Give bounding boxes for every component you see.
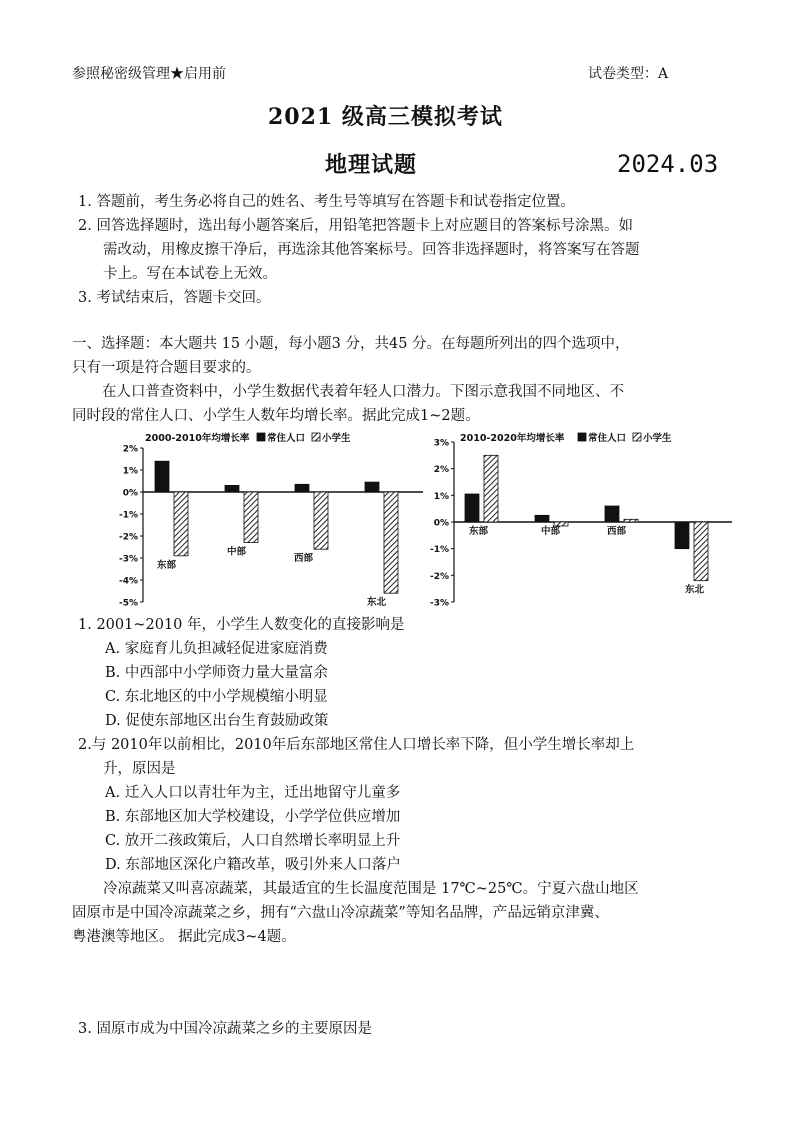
bar-小学生-东北	[694, 522, 708, 581]
legend-swatch	[257, 433, 265, 441]
bar-小学生-中部	[244, 492, 258, 543]
q2-option-d[interactable]: D. 东部地区深化户籍改革，吸引外来人口落户	[105, 857, 401, 873]
bar-常住人口-东部	[155, 461, 169, 492]
y-tick-label: -1%	[429, 545, 449, 556]
bar-常住人口-中部	[225, 485, 239, 492]
q1-option-d[interactable]: D. 促使东部地区出台生育鼓励政策	[105, 713, 329, 729]
question-2-stem-cont: 升，原因是	[103, 761, 176, 777]
bar-常住人口-西部	[605, 506, 619, 522]
y-tick-label: -2%	[118, 532, 138, 543]
y-tick-label: -3%	[429, 598, 449, 608]
note-3: 3. 考试结束后，答题卡交回。	[78, 290, 271, 306]
q1-option-b[interactable]: B. 中西部中小学师资力量大量富余	[105, 665, 328, 681]
legend-label: 小学生	[322, 433, 351, 444]
category-label: 东北	[367, 597, 387, 608]
intro-2: 冷凉蔬菜又叫喜凉蔬菜，其最适宜的生长温度范围是 17℃~25℃。宁夏六盘山地区	[103, 881, 639, 897]
chart-title: 2000-2010年均增长率	[145, 433, 250, 444]
bar-常住人口-东部	[465, 494, 479, 522]
legend-swatch	[578, 433, 586, 441]
y-tick-label: 2%	[122, 444, 138, 455]
bar-小学生-东部	[484, 455, 498, 522]
intro-1: 在人口普查资料中，小学生数据代表着年轻人口潜力。下图示意我国不同地区、不	[102, 384, 624, 400]
y-tick-label: 1%	[122, 466, 138, 477]
chart-2010-2020	[420, 430, 735, 608]
chart-2000-2010	[105, 430, 427, 608]
q1-option-c[interactable]: C. 东北地区的中小学规模缩小明显	[105, 689, 328, 705]
y-tick-label: -1%	[118, 510, 138, 521]
bar-常住人口-东北	[365, 482, 379, 492]
bar-小学生-东北	[384, 492, 398, 593]
legend-swatch	[312, 433, 320, 441]
question-1-stem: 1. 2001~2010 年，小学生人数变化的直接影响是	[78, 617, 405, 633]
y-tick-label: -2%	[429, 571, 449, 582]
bar-小学生-西部	[624, 519, 638, 522]
y-tick-label: 2%	[433, 465, 449, 476]
category-label: 东部	[157, 559, 177, 571]
q2-option-a[interactable]: A. 迁入人口以青壮年为主，迁出地留守儿童多	[105, 785, 401, 801]
category-label: 西部	[607, 526, 627, 537]
q1-option-a[interactable]: A. 家庭育儿负担减轻促进家庭消费	[105, 641, 328, 657]
category-label: 东北	[685, 584, 705, 596]
category-label: 西部	[294, 553, 314, 565]
y-tick-label: -4%	[118, 576, 138, 587]
note-2: 2. 回答选择题时，选出每小题答案后，用铅笔把答题卡上对应题目的答案标号涂黑。如	[78, 218, 633, 234]
q2-option-b[interactable]: B. 东部地区加大学校建设，小学学位供应增加	[105, 809, 401, 825]
note-2-cont: 需改动，用橡皮擦干净后，再选涂其他答案标号。回答非选择题时，将答案写在答题	[103, 242, 640, 258]
section-heading-cont: 只有一项是符合题目要求的。	[72, 360, 261, 376]
chart-title: 2010-2020年均增长率	[460, 433, 565, 444]
intro-2-cont: 固原市是中国冷凉蔬菜之乡，拥有“六盘山冷凉蔬菜”等知名品牌，产品远销京津冀、	[72, 905, 609, 921]
subject-title: 地理试题	[325, 152, 418, 178]
confidentiality-label: 参照秘密级管理★启用前	[72, 66, 226, 82]
paper-type-label: 试卷类型：A	[588, 66, 669, 82]
exam-title: 2021 级高三模拟考试	[268, 104, 503, 130]
legend-swatch	[633, 433, 641, 441]
y-tick-label: 3%	[433, 438, 449, 449]
legend-label: 常住人口	[267, 433, 306, 444]
category-label: 中部	[227, 546, 247, 558]
intro-1-cont: 同时段的常住人口、小学生人数年均增长率。据此完成1~2题。	[72, 408, 480, 424]
y-tick-label: -3%	[118, 554, 138, 565]
y-tick-label: 0%	[122, 488, 138, 499]
note-1: 1. 答题前，考生务必将自己的姓名、考生号等填写在答题卡和试卷指定位置。	[78, 194, 575, 210]
question-3-stem: 3. 固原市成为中国冷凉蔬菜之乡的主要原因是	[78, 1021, 372, 1037]
y-tick-label: -5%	[118, 598, 138, 608]
legend-label: 常住人口	[588, 433, 627, 444]
legend-label: 小学生	[643, 433, 672, 444]
bar-小学生-西部	[314, 492, 328, 549]
y-tick-label: 0%	[433, 518, 449, 529]
bar-小学生-东部	[174, 492, 188, 556]
q2-option-c[interactable]: C. 放开二孩政策后，人口自然增长率明显上升	[105, 833, 401, 849]
y-tick-label: 1%	[433, 491, 449, 502]
category-label: 东部	[469, 526, 489, 537]
bar-常住人口-中部	[535, 515, 549, 522]
section-heading: 一、选择题：本大题共 15 小题，每小题3 分，共45 分。在每题所列出的四个选项中，	[72, 336, 630, 352]
intro-2-cont2: 粤港澳等地区。 据此完成3~4题。	[72, 929, 296, 945]
bar-常住人口-东北	[675, 522, 689, 549]
category-label: 中部	[541, 526, 561, 537]
question-2-stem: 2.与 2010年以前相比，2010年后东部地区常住人口增长率下降，但小学生增长率却上	[78, 737, 635, 753]
bar-常住人口-西部	[295, 484, 309, 492]
exam-date: 2024.03	[617, 150, 719, 178]
note-2-cont2: 卡上。写在本试卷上无效。	[103, 266, 277, 282]
